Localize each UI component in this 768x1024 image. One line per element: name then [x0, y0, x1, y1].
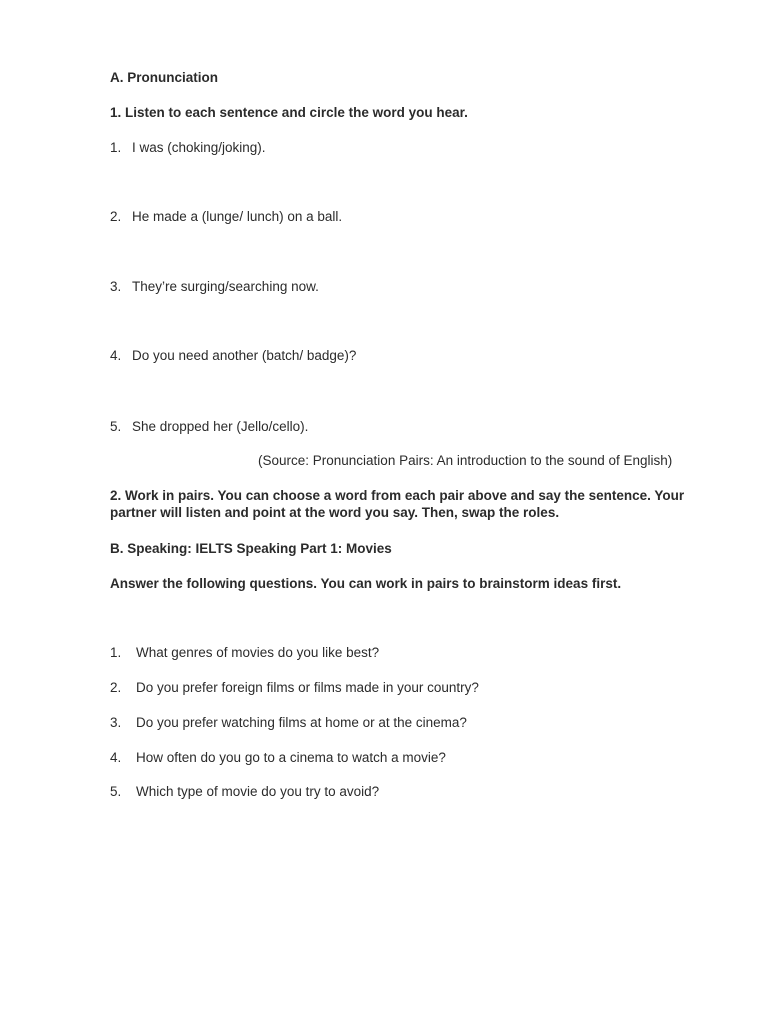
section-b-instruction: Answer the following questions. You can work in pairs to brainstorm ideas first.: [110, 576, 622, 591]
task2-instructions: 2. Work in pairs. You can choose a word from each pair above and say the sentence. Your partner will listen and point at the word you say. Then, swap the roles.: [110, 488, 685, 520]
sentence-text: She dropped her (Jello/cello).: [132, 419, 309, 434]
question-item: [110, 714, 467, 731]
sentence-item: [110, 139, 266, 156]
question-text: Do you prefer foreign films or films made in your country?: [136, 680, 479, 695]
task1-title: 1. Listen to each sentence and circle the word you hear.: [110, 105, 468, 120]
question-item: [110, 749, 446, 766]
sentence-number: 2.: [110, 209, 122, 224]
question-number: 3.: [110, 715, 122, 730]
question-number: 1.: [110, 645, 122, 660]
question-number: 5.: [110, 784, 122, 799]
sentence-number: 3.: [110, 279, 122, 294]
question-text: Which type of movie do you try to avoid?: [136, 784, 380, 799]
question-number: 2.: [110, 680, 122, 695]
question-number: 4.: [110, 750, 122, 765]
question-item: [110, 679, 479, 696]
sentence-text: He made a (lunge/ lunch) on a ball.: [132, 209, 343, 224]
sentence-text: Do you need another (batch/ badge)?: [132, 348, 357, 363]
question-text: How often do you go to a cinema to watch a movie?: [136, 750, 446, 765]
sentence-item: [110, 347, 356, 364]
sentence-number: 1.: [110, 140, 122, 155]
source-citation: (Source: Pronunciation Pairs: An introduction to the sound of English): [258, 453, 673, 468]
question-text: What genres of movies do you like best?: [136, 645, 380, 660]
question-item: [110, 644, 379, 661]
sentence-text: They’re surging/searching now.: [132, 279, 319, 294]
sentence-text: I was (choking/joking).: [132, 140, 266, 155]
sentence-number: 5.: [110, 419, 122, 434]
sentence-number: 4.: [110, 348, 122, 363]
sentence-item: [110, 278, 319, 295]
question-text: Do you prefer watching films at home or at the cinema?: [136, 715, 467, 730]
section-b-heading: B. Speaking: IELTS Speaking Part 1: Movies: [110, 541, 392, 556]
question-item: [110, 783, 379, 800]
sentence-item: [110, 208, 342, 225]
section-a-heading: A. Pronunciation: [110, 70, 218, 85]
sentence-item: [110, 418, 308, 435]
